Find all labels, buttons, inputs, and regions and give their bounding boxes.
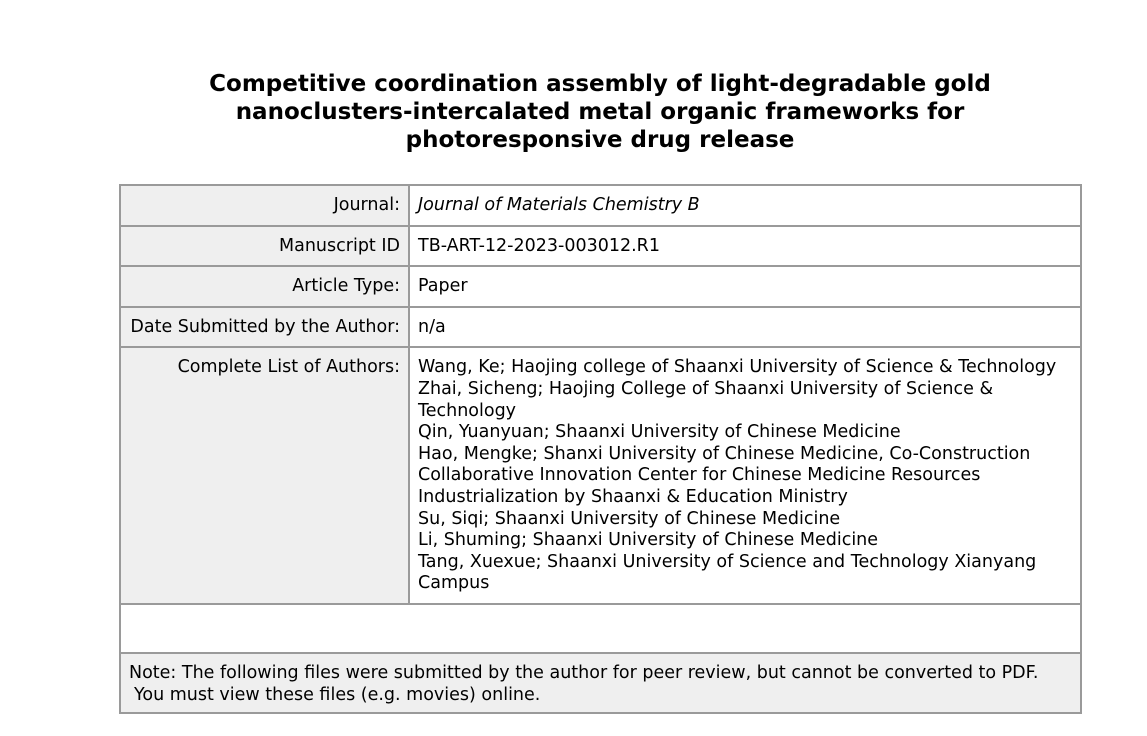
note-line-1: Note: The following files were submitted by the author for peer review, but cannot be converted to PDF. bbox=[129, 662, 1039, 683]
note-row bbox=[120, 653, 1081, 713]
journal-value: Journal of Materials Chemistry B bbox=[409, 185, 1081, 226]
article-type-row bbox=[120, 266, 1081, 307]
journal-row bbox=[120, 185, 1081, 226]
author-line: Industrialization by Shaanxi & Education Ministry bbox=[418, 486, 848, 507]
journal-label: Journal: bbox=[120, 185, 409, 226]
authors-label: Complete List of Authors: bbox=[120, 347, 409, 604]
date-submitted-value: n/a bbox=[409, 307, 1081, 348]
author-line: Wang, Ke; Haojing college of Shaanxi University of Science & Technology bbox=[418, 357, 1057, 378]
manuscript-id-label: Manuscript ID bbox=[120, 226, 409, 267]
spacer-cell bbox=[120, 604, 1081, 653]
date-submitted-row bbox=[120, 307, 1081, 348]
page-title bbox=[120, 70, 1080, 154]
manuscript-id-value: TB-ART-12-2023-003012.R1 bbox=[409, 226, 1081, 267]
title-line-3: photoresponsive drug release bbox=[405, 127, 795, 153]
author-line: Technology bbox=[418, 400, 517, 421]
author-line: Li, Shuming; Shaanxi University of Chinese Medicine bbox=[418, 530, 879, 551]
author-line: Collaborative Innovation Center for Chinese Medicine Resources bbox=[418, 465, 981, 486]
authors-list bbox=[409, 347, 1081, 604]
author-line: Zhai, Sicheng; Haojing College of Shaanxi University of Science & bbox=[418, 378, 994, 399]
author-line: Su, Siqi; Shaanxi University of Chinese Medicine bbox=[418, 508, 841, 529]
author-line: Hao, Mengke; Shanxi University of Chinese Medicine, Co-Construction bbox=[418, 443, 1031, 464]
manuscript-id-row bbox=[120, 226, 1081, 267]
note-cell bbox=[120, 653, 1081, 713]
author-line: Tang, Xuexue; Shaanxi University of Science and Technology Xianyang bbox=[418, 551, 1037, 572]
article-type-value: Paper bbox=[409, 266, 1081, 307]
title-line-2: nanoclusters-intercalated metal organic frameworks for bbox=[235, 99, 965, 125]
manuscript-info-table bbox=[119, 184, 1082, 714]
author-line: Campus bbox=[418, 573, 490, 594]
author-line: Qin, Yuanyuan; Shaanxi University of Chinese Medicine bbox=[418, 422, 901, 443]
spacer-row bbox=[120, 604, 1081, 653]
article-type-label: Article Type: bbox=[120, 266, 409, 307]
note-line-2: You must view these files (e.g. movies) online. bbox=[134, 684, 541, 705]
authors-row bbox=[120, 347, 1081, 604]
date-submitted-label: Date Submitted by the Author: bbox=[120, 307, 409, 348]
title-line-1: Competitive coordination assembly of light-degradable gold bbox=[209, 71, 991, 97]
